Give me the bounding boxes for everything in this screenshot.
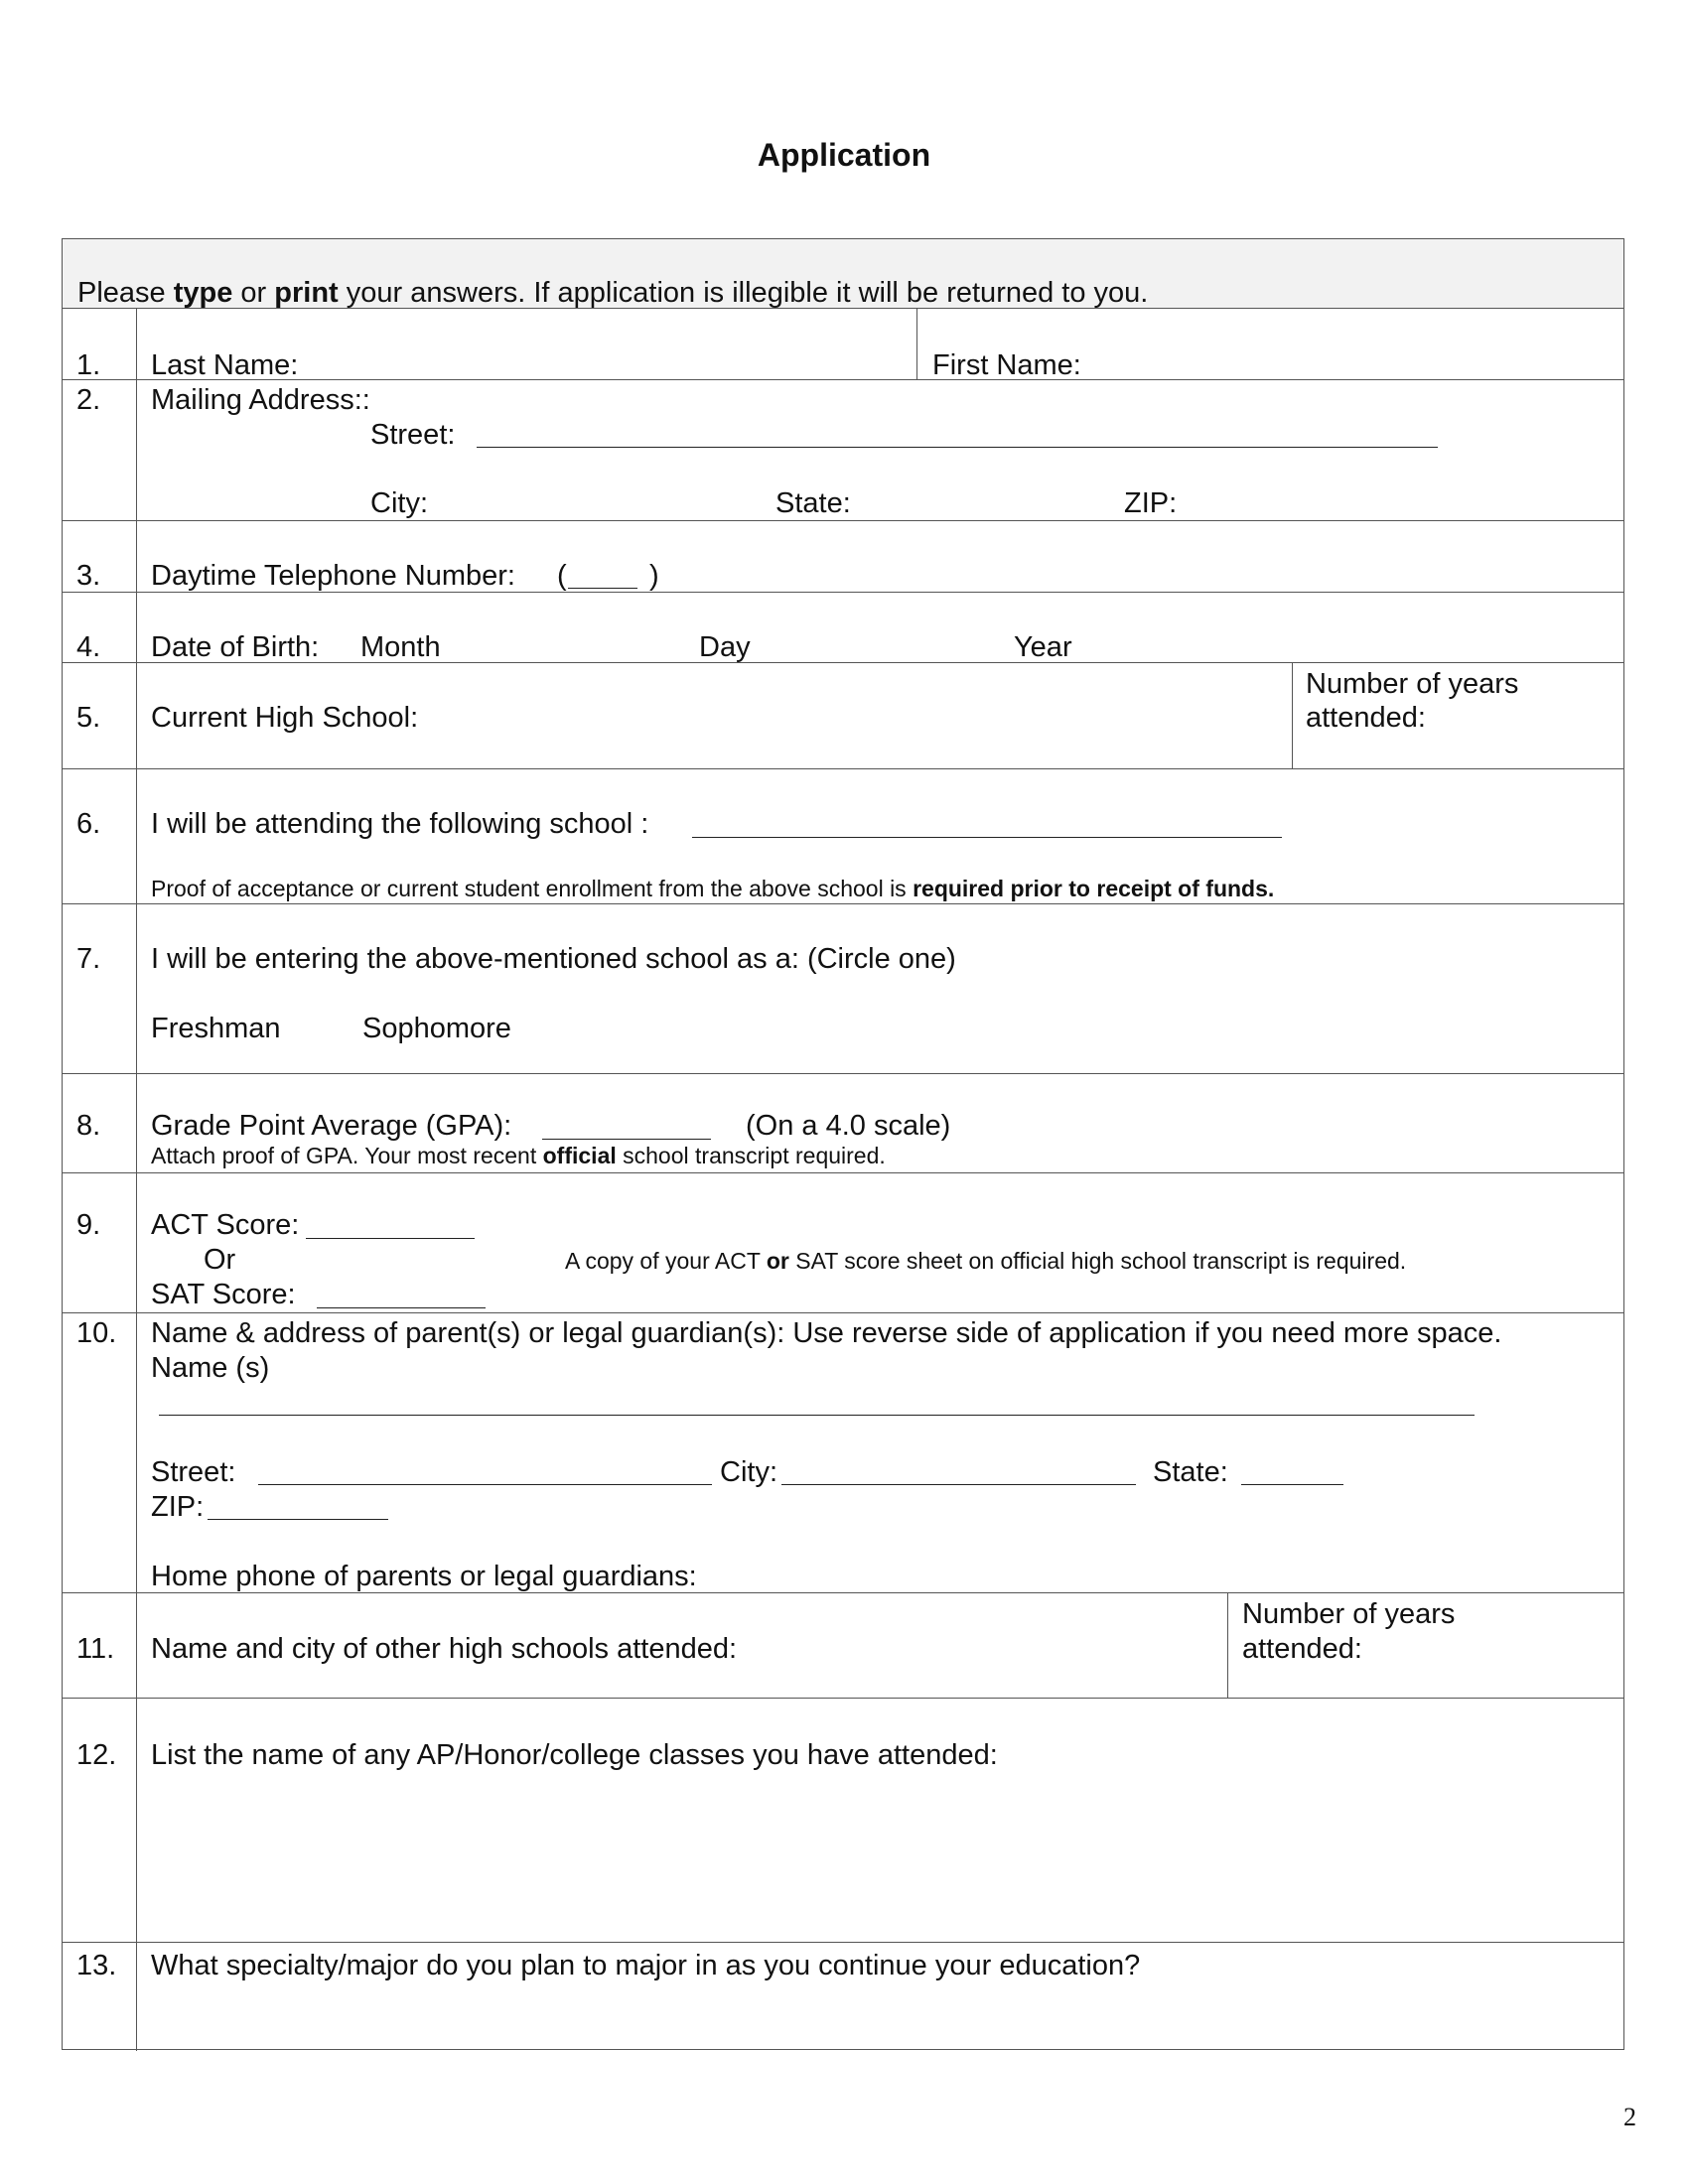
gpa-note: Attach proof of GPA. Your most recent official school transcript required. xyxy=(151,1143,886,1168)
month-label: Month xyxy=(360,631,441,663)
years-divider xyxy=(1227,1592,1228,1698)
acceptance-note: Proof of acceptance or current student enrollment from the above school is required prior to receipt of funds. xyxy=(151,876,1275,901)
mailing-address-label: Mailing Address:: xyxy=(151,384,370,416)
application-form xyxy=(62,238,1624,2050)
gpa-scale: (On a 4.0 scale) xyxy=(746,1110,951,1142)
parent-name-blank[interactable] xyxy=(159,1415,1475,1416)
parent-name-label: Name (s) xyxy=(151,1352,270,1384)
row-number: 5. xyxy=(76,702,101,734)
parent-street-label: Street: xyxy=(151,1456,236,1488)
page-number: 2 xyxy=(1623,2103,1636,2131)
attending-school-label: I will be attending the following school : xyxy=(151,808,649,840)
row-number: 9. xyxy=(76,1209,101,1241)
row-number: 6. xyxy=(76,808,101,840)
parent-city-label: City: xyxy=(720,1456,777,1488)
number-column-divider xyxy=(136,309,137,2051)
years-attended-label: Number of years xyxy=(1306,668,1519,700)
ap-classes-label: List the name of any AP/Honor/college classes you have attended: xyxy=(151,1739,998,1771)
row-divider xyxy=(63,903,1623,904)
row-divider xyxy=(63,1942,1623,1943)
row-number: 12. xyxy=(76,1739,117,1771)
page-title: Application xyxy=(757,137,931,173)
row-number: 1. xyxy=(76,349,101,381)
row-divider xyxy=(63,1172,1623,1173)
last-name-label: Last Name: xyxy=(151,349,299,381)
current-school-label: Current High School: xyxy=(151,702,419,734)
score-note: A copy of your ACT or SAT score sheet on official high school transcript is required. xyxy=(565,1248,1407,1274)
major-label: What specialty/major do you plan to major in as you continue your education? xyxy=(151,1950,1141,1981)
or-label: Or xyxy=(204,1244,236,1276)
row-number: 7. xyxy=(76,943,101,975)
gpa-label: Grade Point Average (GPA): xyxy=(151,1110,512,1142)
row-number: 2. xyxy=(76,384,101,416)
row-number: 10. xyxy=(76,1317,117,1349)
row-divider xyxy=(63,1698,1623,1699)
street-label: Street: xyxy=(370,419,456,451)
entering-as-label: I will be entering the above-mentioned school as a: (Circle one) xyxy=(151,943,956,975)
area-code-close: ) xyxy=(649,560,659,592)
instructions-text: Please type or print your answers. If application is illegible it will be returned to you. xyxy=(77,277,1149,309)
row-number: 4. xyxy=(76,631,101,663)
row-divider xyxy=(63,768,1623,769)
row-number: 3. xyxy=(76,560,101,592)
row-number: 13. xyxy=(76,1950,117,1981)
row-divider xyxy=(63,592,1623,593)
sat-score-label: SAT Score: xyxy=(151,1279,296,1310)
row-number: 8. xyxy=(76,1110,101,1142)
row-divider xyxy=(63,1073,1623,1074)
parent-zip-label: ZIP: xyxy=(151,1491,205,1523)
parent-street-blank[interactable] xyxy=(258,1484,712,1485)
years-attended-label: Number of years xyxy=(1242,1598,1456,1630)
gpa-blank[interactable] xyxy=(542,1139,711,1140)
sat-score-blank[interactable] xyxy=(317,1307,486,1308)
row-divider xyxy=(63,1312,1623,1313)
instructions-header xyxy=(63,239,1623,309)
year-label: Year xyxy=(1014,631,1072,663)
parent-zip-blank[interactable] xyxy=(208,1519,388,1520)
other-schools-label: Name and city of other high schools attended: xyxy=(151,1633,738,1665)
area-code-blank[interactable] xyxy=(568,588,637,589)
telephone-label: Daytime Telephone Number: xyxy=(151,560,515,592)
day-label: Day xyxy=(699,631,751,663)
years-attended-label: attended: xyxy=(1306,702,1426,734)
parent-state-blank[interactable] xyxy=(1241,1484,1343,1485)
act-score-label: ACT Score: xyxy=(151,1209,300,1241)
years-attended-label: attended: xyxy=(1242,1633,1362,1665)
parent-state-label: State: xyxy=(1153,1456,1228,1488)
city-label: City: xyxy=(370,487,428,519)
years-divider xyxy=(1292,662,1293,768)
street-blank[interactable] xyxy=(477,447,1438,448)
parent-phone-label: Home phone of parents or legal guardians: xyxy=(151,1561,697,1592)
state-label: State: xyxy=(775,487,851,519)
area-code-open: ( xyxy=(557,560,567,592)
act-score-blank[interactable] xyxy=(306,1238,475,1239)
row-divider xyxy=(63,520,1623,521)
zip-label: ZIP: xyxy=(1124,487,1178,519)
first-name-label: First Name: xyxy=(932,349,1081,381)
dob-label: Date of Birth: xyxy=(151,631,320,663)
row-number: 11. xyxy=(76,1633,115,1665)
option-freshman[interactable]: Freshman xyxy=(151,1013,281,1044)
parent-address-label: Name & address of parent(s) or legal guardian(s): Use reverse side of application if you need more space. xyxy=(151,1317,1502,1349)
row-divider xyxy=(63,1592,1623,1593)
name-divider xyxy=(916,309,917,379)
attending-school-blank[interactable] xyxy=(692,837,1282,838)
option-sophomore[interactable]: Sophomore xyxy=(362,1013,511,1044)
parent-city-blank[interactable] xyxy=(781,1484,1136,1485)
